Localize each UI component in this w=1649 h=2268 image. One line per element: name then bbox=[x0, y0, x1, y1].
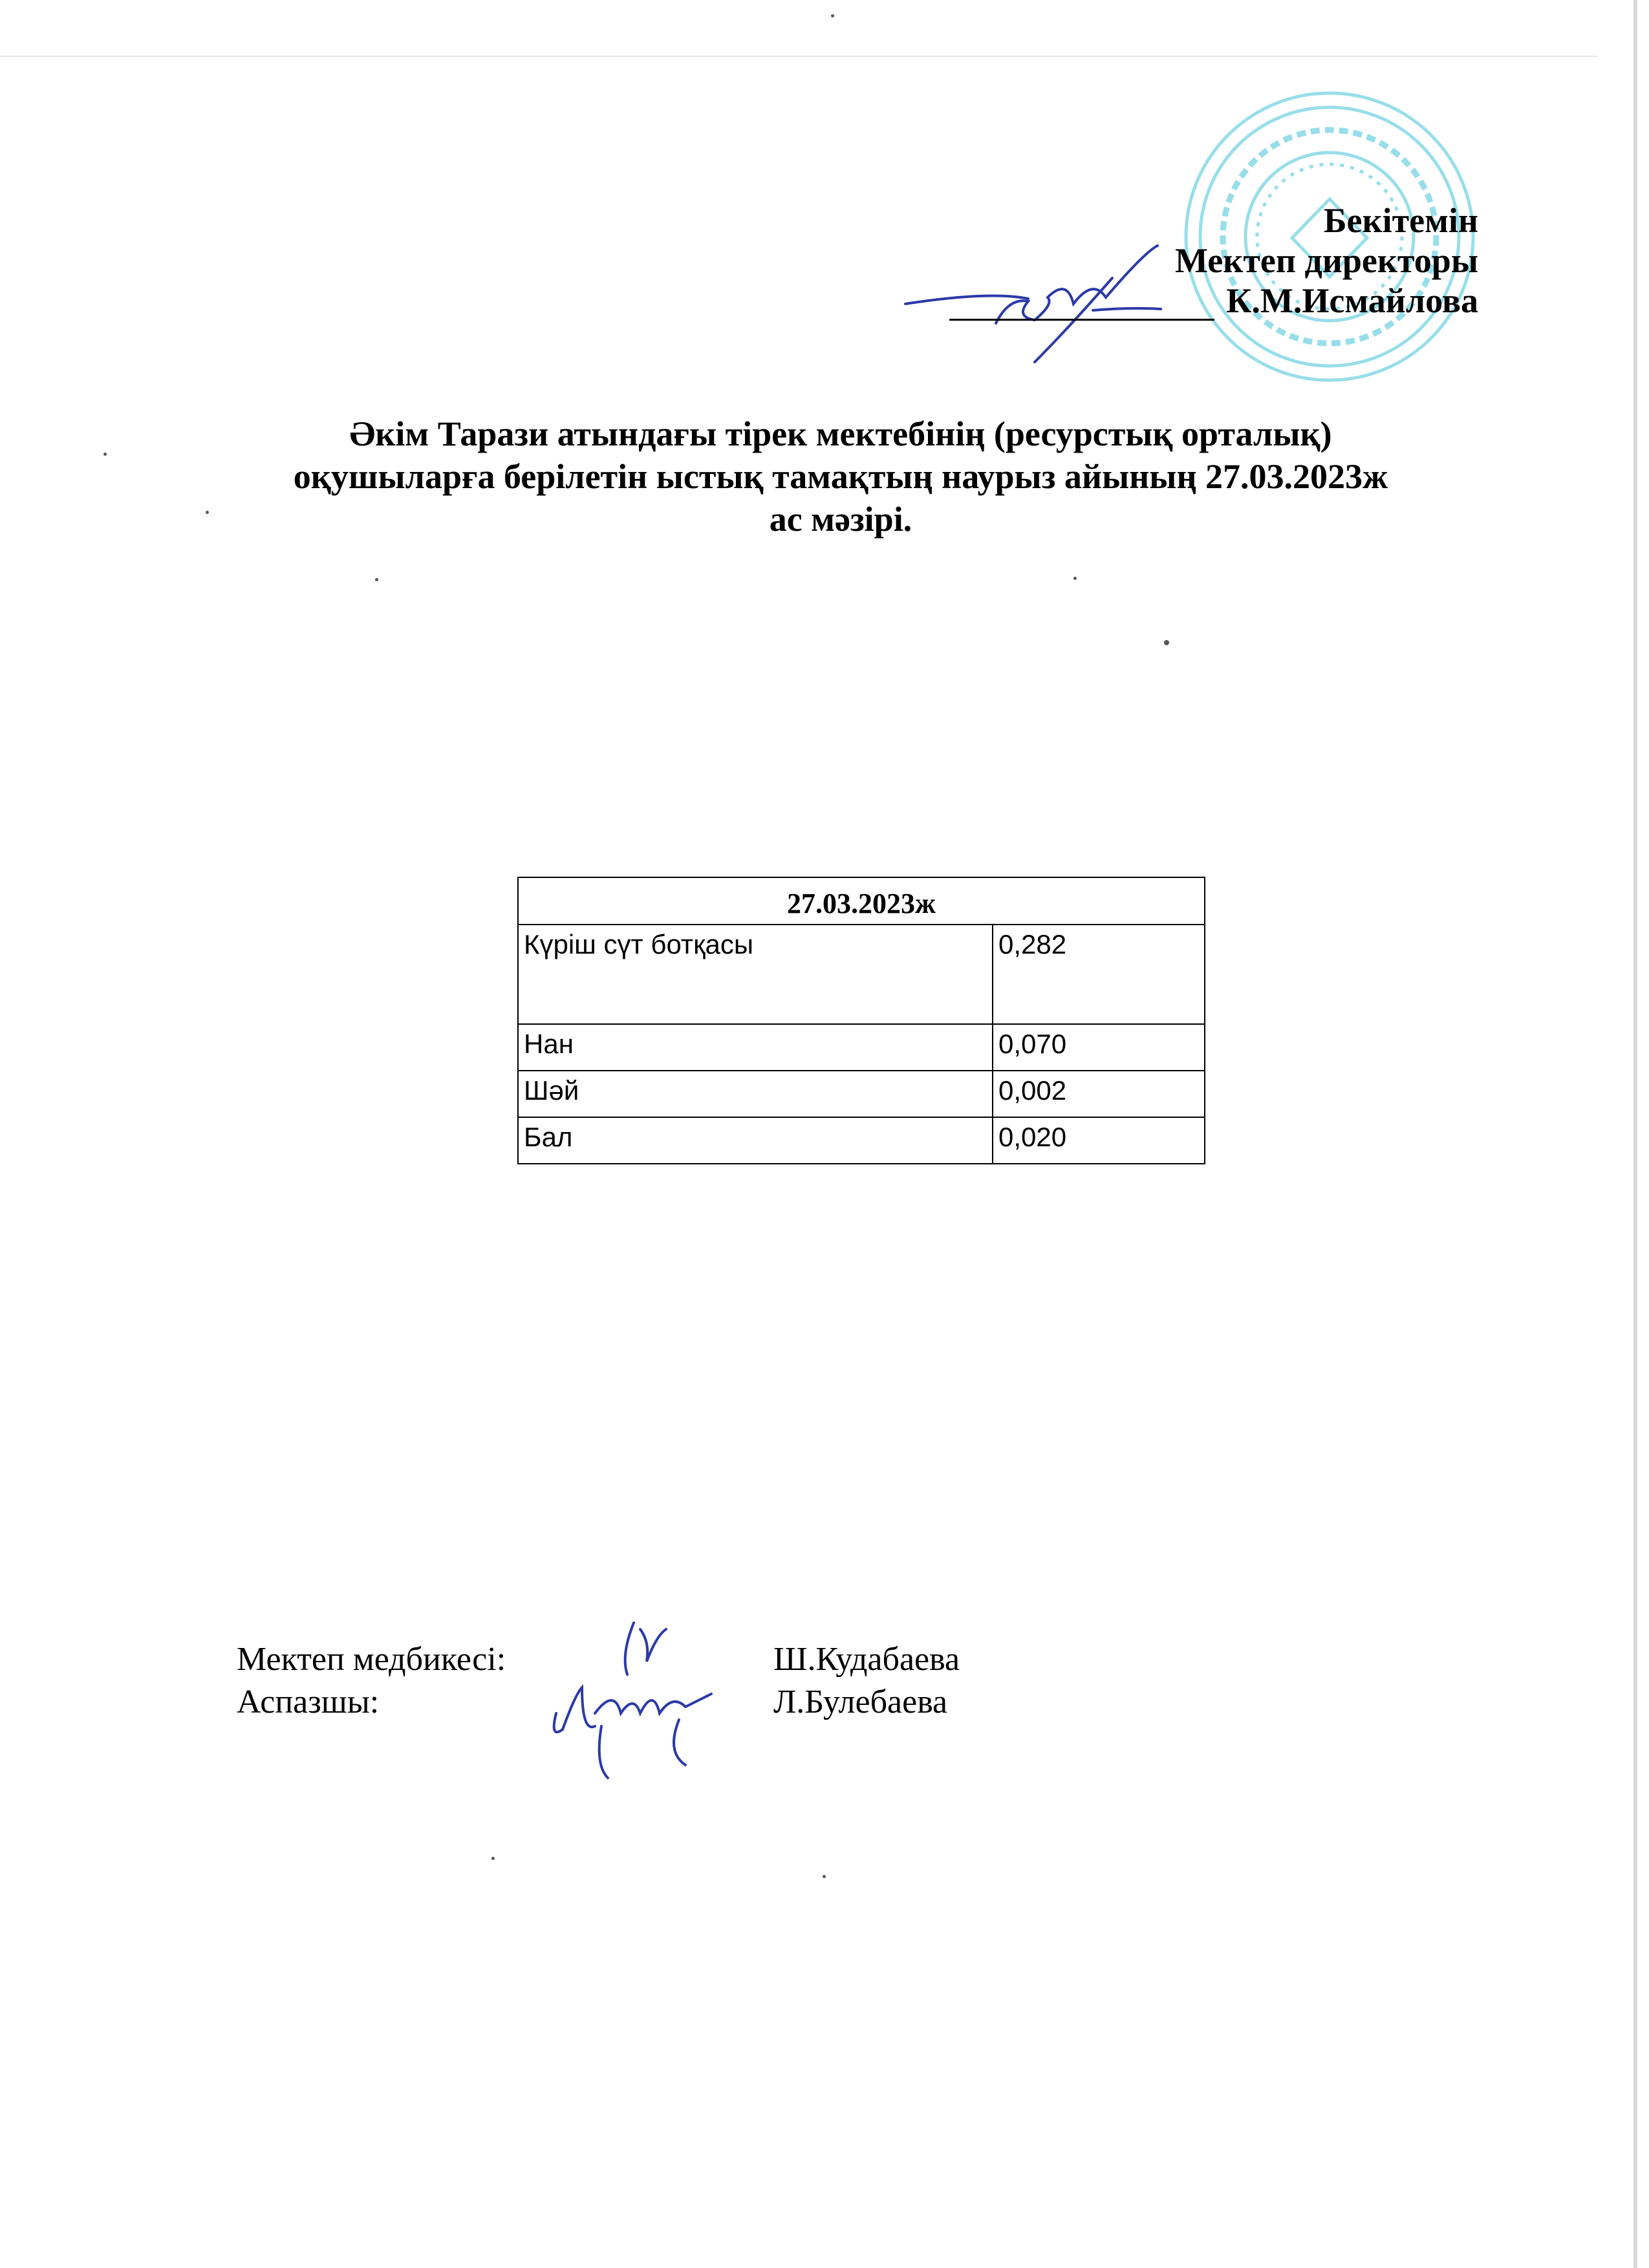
signature-line bbox=[949, 293, 1214, 321]
document-title bbox=[194, 412, 1487, 540]
dish-name: Шәй bbox=[518, 1071, 993, 1117]
scan-speck bbox=[831, 14, 834, 17]
table-row bbox=[518, 1071, 1205, 1117]
table-row bbox=[518, 1024, 1205, 1071]
scan-right-edge bbox=[1633, 0, 1637, 2268]
scan-speck bbox=[1164, 640, 1169, 645]
cook-label: Аспазшы: bbox=[237, 1684, 380, 1720]
menu-date-header: 27.03.2023ж bbox=[518, 877, 1205, 925]
director-name: К.М.Исмайлова bbox=[1226, 281, 1478, 320]
staff-signature bbox=[537, 1616, 718, 1784]
scan-speck bbox=[491, 1857, 495, 1860]
dish-name: Бал bbox=[518, 1117, 993, 1164]
nurse-label: Мектеп медбикесі: bbox=[237, 1641, 506, 1678]
dish-name: Күріш сүт ботқасы bbox=[518, 925, 993, 1024]
approval-position: Мектеп директоры bbox=[1175, 241, 1478, 280]
title-line-3: ас мәзірі. bbox=[769, 500, 912, 539]
approval-block bbox=[949, 200, 1478, 321]
dish-value: 0,282 bbox=[993, 925, 1205, 1024]
scan-speck bbox=[823, 1875, 826, 1878]
scan-speck bbox=[375, 578, 378, 581]
cook-name: Л.Булебаева bbox=[773, 1684, 948, 1720]
dish-value: 0,002 bbox=[993, 1071, 1205, 1117]
approval-director-row bbox=[949, 281, 1478, 321]
dish-name: Нан bbox=[518, 1024, 993, 1071]
title-line-2: оқушыларға берілетін ыстық тамақтың наурыз айының 27.03.2023ж bbox=[293, 457, 1388, 496]
menu-table bbox=[517, 877, 1205, 1164]
table-row bbox=[518, 1117, 1205, 1164]
table-row bbox=[518, 925, 1205, 1024]
approval-heading: Бекітемін bbox=[1323, 201, 1478, 240]
scan-speck bbox=[1073, 577, 1077, 580]
scan-speck bbox=[103, 453, 107, 456]
nurse-name: Ш.Кудабаева bbox=[773, 1641, 960, 1678]
scan-speck bbox=[206, 511, 209, 514]
title-line-1: Әкім Тарази атындағы тірек мектебінің (ресурстық орталық) bbox=[349, 414, 1332, 453]
menu-header-row bbox=[518, 877, 1205, 925]
dish-value: 0,020 bbox=[993, 1117, 1205, 1164]
dish-value: 0,070 bbox=[993, 1024, 1205, 1071]
scan-edge-line bbox=[0, 56, 1597, 57]
